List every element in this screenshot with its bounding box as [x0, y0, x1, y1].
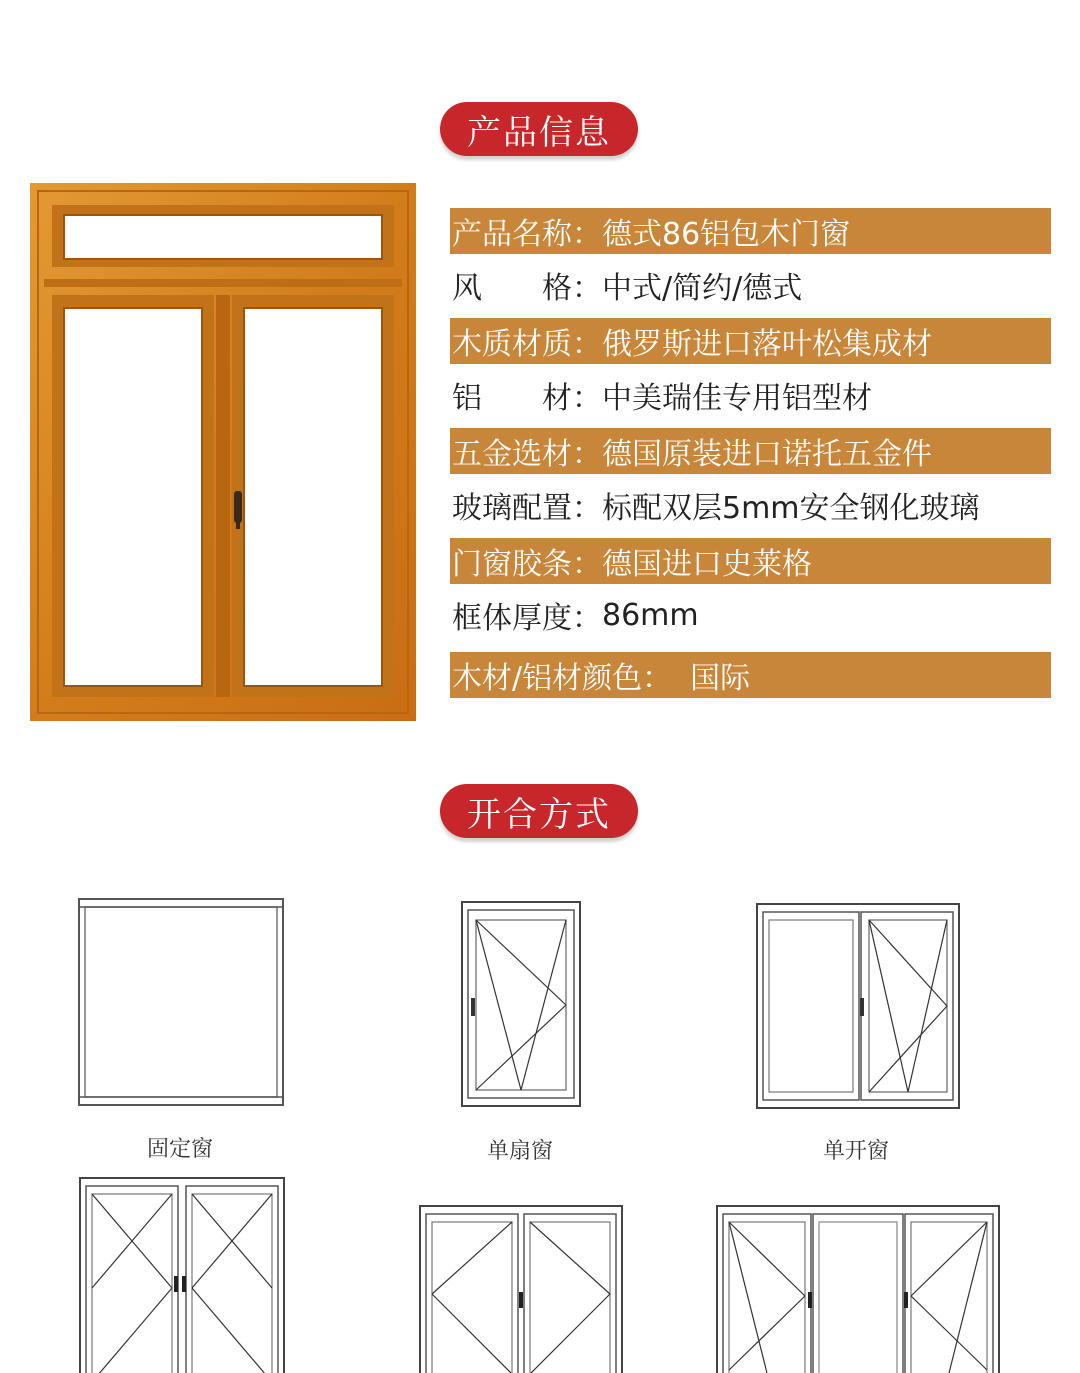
spec-row-style: [450, 262, 1051, 308]
spec-label: 风 格：: [452, 271, 602, 306]
spec-label: 产品名称：: [452, 217, 602, 252]
spec-value: 标配双层5mm安全钢化玻璃: [602, 491, 980, 526]
single-open-window-diagram: [755, 902, 961, 1110]
spec-value: 德国进口史莱格: [602, 547, 812, 582]
spec-row-hardware: [450, 428, 1051, 474]
section-title-product-info: 产品信息: [440, 102, 638, 156]
double-casement-window-diagram: [78, 1176, 286, 1373]
spec-value: 中式/简约/德式: [602, 271, 803, 306]
double-sash-window-diagram: [418, 1204, 624, 1373]
spec-label: 铝 材：: [452, 381, 602, 416]
spec-row-name: [450, 208, 1051, 254]
spec-label: 门窗胶条：: [452, 547, 602, 582]
section-title-opening-styles: 开合方式: [440, 784, 638, 838]
spec-table: [450, 208, 1051, 698]
spec-label: 框体厚度：: [452, 601, 602, 636]
spec-value: 德式86铝包木门窗: [602, 217, 851, 252]
caption-single-open-window: 单开窗: [822, 1139, 889, 1164]
spec-value: 俄罗斯进口落叶松集成材: [602, 327, 932, 362]
fixed-window-diagram: [78, 898, 284, 1108]
single-sash-window-diagram: [460, 900, 584, 1108]
spec-value: 中美瑞佳专用铝型材: [602, 381, 872, 416]
spec-label: 木质材质：: [452, 327, 602, 362]
product-window-image: [30, 183, 416, 721]
caption-fixed-window: 固定窗: [146, 1137, 213, 1162]
spec-row-seal: [450, 538, 1051, 584]
triple-window-diagram: [715, 1204, 1001, 1373]
spec-row-wood: [450, 318, 1051, 364]
spec-label: 玻璃配置：: [452, 491, 602, 526]
top-cropped-text: [0, 0, 1080, 12]
spec-row-color: [450, 652, 1051, 698]
spec-row-glass: [450, 482, 1051, 528]
spec-label: 木材/铝材颜色：: [452, 661, 673, 696]
spec-row-thickness: [450, 592, 1051, 638]
spec-value: 国际: [690, 661, 751, 696]
spec-label: 五金选材：: [452, 437, 602, 472]
caption-single-sash-window: 单扇窗: [486, 1139, 553, 1164]
spec-row-aluminum: [450, 372, 1051, 418]
spec-value: 德国原装进口诺托五金件: [602, 437, 932, 472]
spec-value: 86mm: [602, 597, 699, 633]
